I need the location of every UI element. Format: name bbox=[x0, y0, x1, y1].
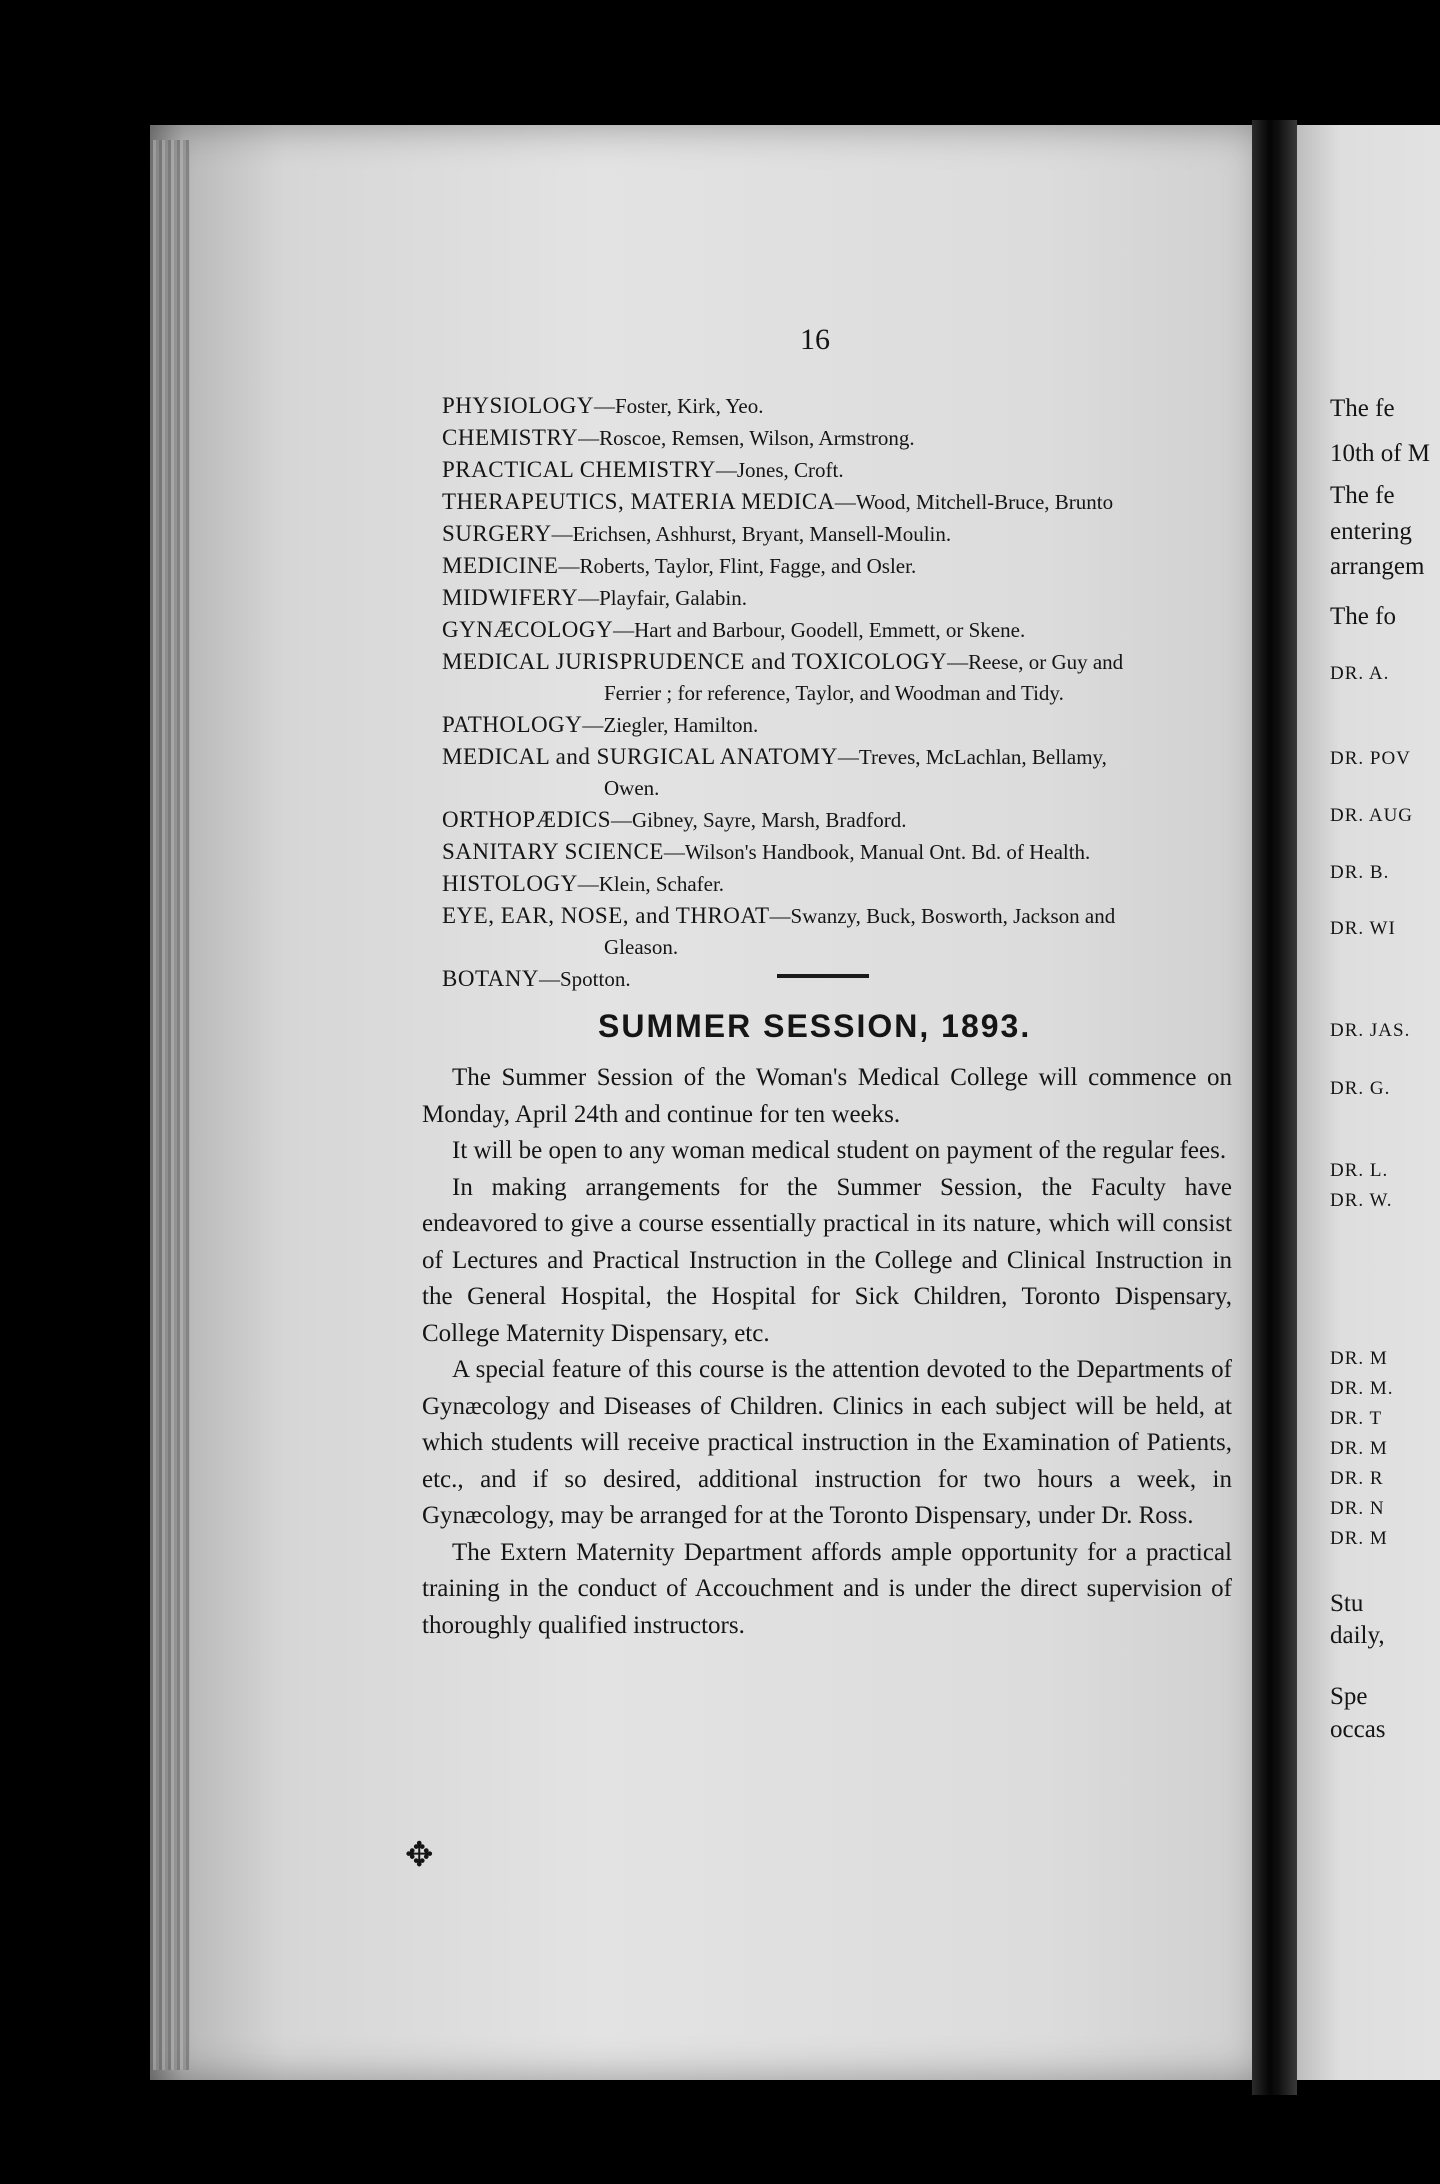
subject-heading: GYNÆCOLOGY bbox=[442, 617, 614, 642]
right-page-line: DR. M bbox=[1330, 1438, 1388, 1459]
right-page-line: DR. G. bbox=[1330, 1078, 1391, 1099]
subject-heading: SURGERY bbox=[442, 521, 552, 546]
right-page-line: DR. N bbox=[1330, 1498, 1385, 1519]
paragraph: A special feature of this course is the attention devoted to the Departments of Gynæcology and Diseases of Children. Clinics in each subject will be held, at which students will receive practical instruction in the Examination of Patients, etc., and if so desired, additional instruction for two hours a week, in Gynæcology, may be arranged for at the Toronto Dispensary, under Dr. Ross. bbox=[422, 1356, 1232, 1529]
subject-authors: —Ziegler, Hamilton. bbox=[582, 713, 759, 737]
textbook-list bbox=[442, 390, 1242, 995]
right-page-line: DR. A. bbox=[1330, 663, 1390, 684]
subject-heading: ORTHOPÆDICS bbox=[442, 807, 611, 832]
subject-entry bbox=[442, 836, 1242, 868]
right-page-line: DR. L. bbox=[1330, 1160, 1389, 1181]
paragraph: The Extern Maternity Department affords ample opportunity for a practical training in the conduct of Accouchment and is under the direct supervision of thoroughly qualified instructors. bbox=[422, 1538, 1232, 1639]
subject-entry bbox=[442, 550, 1242, 582]
right-page-line: DR. M bbox=[1330, 1348, 1388, 1369]
paragraph: It will be open to any woman medical student on payment of the regular fees. bbox=[452, 1137, 1227, 1164]
session-title: SUMMER SESSION, 1893. bbox=[598, 1008, 1032, 1044]
subject-entry bbox=[442, 582, 1242, 614]
subject-authors: —Jones, Croft. bbox=[715, 458, 844, 482]
subject-heading: THERAPEUTICS, MATERIA MEDICA bbox=[442, 489, 835, 514]
right-page-text bbox=[1330, 0, 1440, 2184]
right-page-line: DR. M. bbox=[1330, 1378, 1394, 1399]
subject-authors: —Erichsen, Ashhurst, Bryant, Mansell-Moulin. bbox=[551, 522, 952, 546]
right-page-line: DR. R bbox=[1330, 1468, 1384, 1489]
session-description bbox=[422, 1060, 1232, 1644]
right-page-line: DR. AUG bbox=[1330, 805, 1414, 826]
subject-authors: —Treves, McLachlan, Bellamy, bbox=[837, 745, 1107, 769]
subject-authors: —Hart and Barbour, Goodell, Emmett, or Skene. bbox=[613, 618, 1026, 642]
subject-heading: MIDWIFERY bbox=[442, 585, 579, 610]
subject-heading: MEDICAL and SURGICAL ANATOMY bbox=[442, 744, 838, 769]
right-page-line: DR. JAS. bbox=[1330, 1020, 1411, 1041]
right-page-line: DR. W. bbox=[1330, 1190, 1393, 1211]
subject-heading: PATHOLOGY bbox=[442, 712, 583, 737]
subject-authors: —Wood, Mitchell-Bruce, Brunto bbox=[834, 490, 1114, 514]
subject-entry bbox=[442, 422, 1242, 454]
subject-continuation: Gleason. bbox=[604, 935, 679, 959]
subject-heading: EYE, EAR, NOSE, and THROAT bbox=[442, 903, 770, 928]
right-page-line: occas bbox=[1330, 1716, 1386, 1743]
right-page-line: DR. WI bbox=[1330, 918, 1396, 939]
subject-entry bbox=[442, 963, 1242, 995]
subject-heading: SANITARY SCIENCE bbox=[442, 839, 664, 864]
page-edge-stack bbox=[150, 140, 190, 2070]
right-page-line: daily, bbox=[1330, 1622, 1385, 1649]
subject-heading: BOTANY bbox=[442, 966, 539, 991]
subject-entry bbox=[442, 709, 1242, 741]
right-page-line: entering bbox=[1330, 518, 1412, 545]
subject-entry bbox=[442, 646, 1242, 678]
subject-authors: —Gibney, Sayre, Marsh, Bradford. bbox=[610, 808, 907, 832]
subject-heading: PHYSIOLOGY bbox=[442, 393, 594, 418]
subject-entry bbox=[442, 518, 1242, 550]
subject-heading: MEDICINE bbox=[442, 553, 559, 578]
subject-authors: —Foster, Kirk, Yeo. bbox=[593, 394, 764, 418]
right-page-line: The fe bbox=[1330, 482, 1395, 509]
subject-entry bbox=[442, 486, 1242, 518]
subject-authors: —Swanzy, Buck, Bosworth, Jackson and bbox=[769, 904, 1116, 928]
book-gutter bbox=[1252, 120, 1297, 2095]
section-divider bbox=[777, 974, 869, 978]
right-page-line: DR. M bbox=[1330, 1528, 1388, 1549]
subject-continuation: Owen. bbox=[604, 776, 660, 800]
subject-authors: —Roscoe, Remsen, Wilson, Armstrong. bbox=[578, 426, 915, 450]
subject-authors: —Spotton. bbox=[539, 967, 631, 991]
subject-entry bbox=[442, 900, 1242, 932]
subject-entry bbox=[442, 614, 1242, 646]
subject-entry bbox=[442, 741, 1242, 773]
paragraph: In making arrangements for the Summer Session, the Faculty have endeavored to give a course essentially practical in its nature, which will consist of Lectures and Practical Instruction in the College and Clinical Instruction in the General Hospital, the Hospital for Sick Children, Toronto Dispensary, College Maternity Dispensary, etc. bbox=[422, 1173, 1232, 1347]
right-page-line: DR. B. bbox=[1330, 862, 1390, 883]
subject-entry bbox=[442, 454, 1242, 486]
subject-authors: —Wilson's Handbook, Manual Ont. Bd. of Health. bbox=[663, 840, 1091, 864]
right-page-line: 10th of M bbox=[1330, 440, 1430, 467]
page-number: 16 bbox=[800, 323, 830, 356]
right-page-line: arrangem bbox=[1330, 553, 1425, 580]
paragraph: The Summer Session of the Woman's Medical College will commence on Monday, April 24th and continue for ten weeks. bbox=[422, 1064, 1232, 1128]
right-page-line: DR. T bbox=[1330, 1408, 1383, 1429]
subject-continuation: Ferrier ; for reference, Taylor, and Woodman and Tidy. bbox=[604, 681, 1064, 705]
right-page-line: Stu bbox=[1330, 1590, 1364, 1617]
right-page-line: DR. POV bbox=[1330, 748, 1411, 769]
right-page-line: The fo bbox=[1330, 603, 1396, 630]
subject-heading: HISTOLOGY bbox=[442, 871, 578, 896]
subject-entry bbox=[442, 390, 1242, 422]
subject-entry bbox=[442, 804, 1242, 836]
subject-entry bbox=[442, 868, 1242, 900]
subject-authors: —Klein, Schafer. bbox=[577, 872, 725, 896]
right-page-line: Spe bbox=[1330, 1683, 1368, 1710]
right-page-line: The fe bbox=[1330, 395, 1395, 422]
subject-heading: MEDICAL JURISPRUDENCE and TOXICOLOGY bbox=[442, 649, 948, 674]
subject-authors: —Playfair, Galabin. bbox=[578, 586, 747, 610]
subject-authors: —Roberts, Taylor, Flint, Fagge, and Osler. bbox=[558, 554, 917, 578]
subject-heading: PRACTICAL CHEMISTRY bbox=[442, 457, 716, 482]
subject-heading: CHEMISTRY bbox=[442, 425, 579, 450]
margin-mark: ✥ bbox=[405, 1837, 434, 1874]
subject-authors: —Reese, or Guy and bbox=[947, 650, 1124, 674]
